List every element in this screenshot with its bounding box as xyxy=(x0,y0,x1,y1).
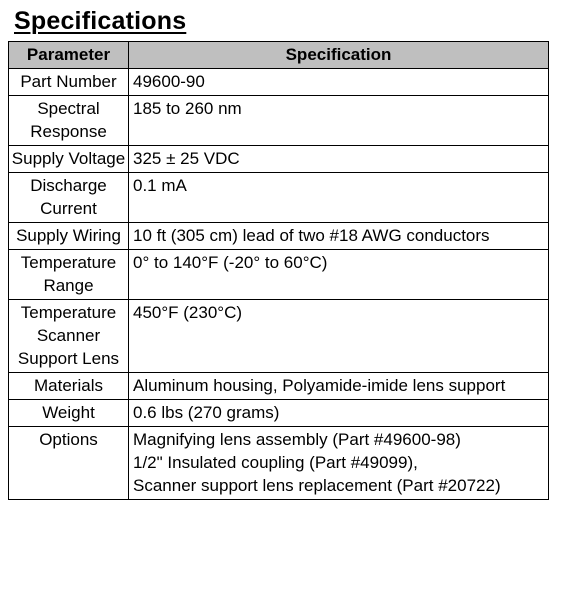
value-line: Aluminum housing, Polyamide-imide lens support xyxy=(133,376,506,395)
column-header-parameter: Parameter xyxy=(9,42,129,69)
value-line: 0° to 140°F (-20° to 60°C) xyxy=(133,253,328,272)
table-row xyxy=(9,373,549,400)
table-row xyxy=(9,250,549,300)
table-row xyxy=(9,300,549,373)
parameter-label: Supply Voltage xyxy=(11,149,126,168)
table-row xyxy=(9,96,549,146)
row-value-temperature-scanner-support-lens xyxy=(129,300,549,373)
row-parameter-options xyxy=(9,427,129,500)
row-parameter-materials xyxy=(9,373,129,400)
value-line: Scanner support lens replacement (Part #20722) xyxy=(133,476,501,495)
row-parameter-spectral-response xyxy=(9,96,129,146)
value-line: 185 to 260 nm xyxy=(133,99,242,118)
row-value-materials xyxy=(129,373,549,400)
parameter-label: Supply Wiring xyxy=(16,226,121,245)
column-header-specification: Specification xyxy=(129,42,549,69)
row-value-temperature-range xyxy=(129,250,549,300)
value-line: 1/2" Insulated coupling (Part #49099), xyxy=(133,453,418,472)
value-line: Magnifying lens assembly (Part #49600-98) xyxy=(133,430,461,449)
row-value-options xyxy=(129,427,549,500)
value-line: 0.1 mA xyxy=(133,176,187,195)
parameter-label: Weight xyxy=(42,403,95,422)
row-parameter-supply-wiring xyxy=(9,223,129,250)
table-row xyxy=(9,173,549,223)
value-line: 10 ft (305 cm) lead of two #18 AWG conductors xyxy=(133,226,490,245)
row-value-discharge-current xyxy=(129,173,549,223)
table-row xyxy=(9,69,549,96)
row-parameter-part-number xyxy=(9,69,129,96)
row-parameter-discharge-current xyxy=(9,173,129,223)
parameter-label: Temperature Range xyxy=(20,253,117,295)
row-parameter-supply-voltage xyxy=(9,146,129,173)
specifications-table xyxy=(8,41,549,500)
parameter-label: Temperature Scanner Support Lens xyxy=(17,303,120,368)
parameter-label: Discharge Current xyxy=(30,176,107,218)
row-value-supply-wiring xyxy=(129,223,549,250)
row-value-weight xyxy=(129,400,549,427)
table-row xyxy=(9,400,549,427)
table-row xyxy=(9,427,549,500)
parameter-label: Spectral Response xyxy=(30,99,107,141)
row-value-supply-voltage xyxy=(129,146,549,173)
table-row xyxy=(9,223,549,250)
value-line: 0.6 lbs (270 grams) xyxy=(133,403,280,422)
parameter-label: Options xyxy=(39,430,98,449)
row-value-spectral-response xyxy=(129,96,549,146)
row-parameter-weight xyxy=(9,400,129,427)
row-parameter-temperature-scanner-support-lens xyxy=(9,300,129,373)
table-row xyxy=(9,146,549,173)
page-title: Specifications xyxy=(14,7,187,35)
table-header-row xyxy=(9,42,549,69)
value-line: 325 ± 25 VDC xyxy=(133,149,240,168)
row-value-part-number xyxy=(129,69,549,96)
value-line: 450°F (230°C) xyxy=(133,303,243,322)
parameter-label: Part Number xyxy=(20,72,117,91)
value-line: 49600-90 xyxy=(133,72,205,91)
row-parameter-temperature-range xyxy=(9,250,129,300)
parameter-label: Materials xyxy=(34,376,103,395)
